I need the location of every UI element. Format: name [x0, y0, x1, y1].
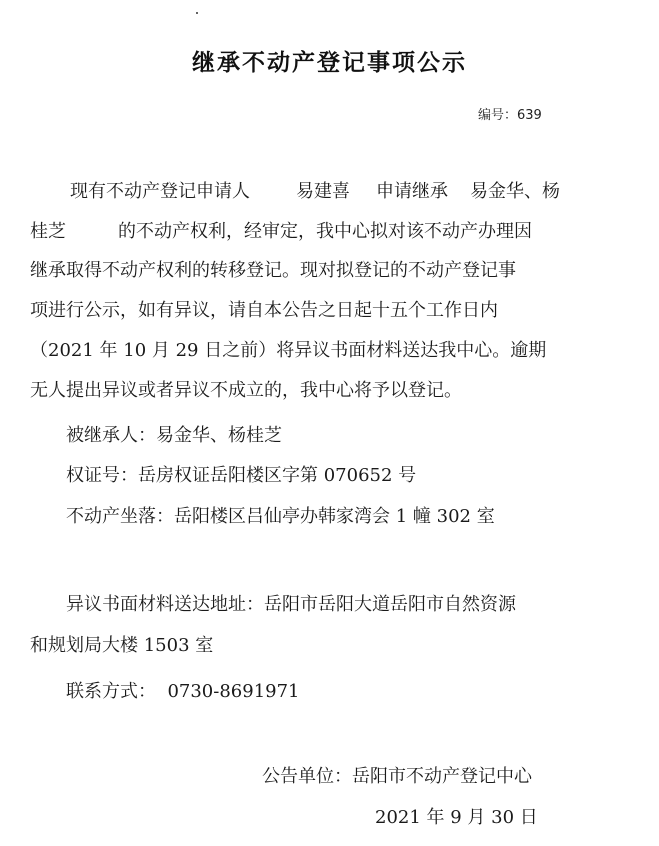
body-line-3: 继承取得不动产权利的转移登记。现对拟登记的不动产登记事 — [30, 260, 516, 281]
objection-address-line-2: 和规划局大楼 1503 室 — [30, 635, 214, 656]
body-line-1 — [70, 180, 560, 204]
serial-value: 639 — [517, 108, 542, 123]
body-apply-inherit: 申请继承 — [376, 181, 448, 202]
body-line-4: 项进行公示，如有异议，请自本公告之日起十五个工作日内 — [30, 300, 498, 321]
decedent-line: 被继承人：易金华、杨桂芝 — [66, 425, 282, 446]
issuing-unit: 公告单位：岳阳市不动产登记中心 — [262, 766, 532, 787]
body-line-2 — [30, 220, 532, 244]
serial-label: 编号： — [478, 108, 518, 123]
decedent-names-start: 易金华、杨 — [470, 181, 560, 202]
serial-number — [478, 104, 542, 123]
scan-speck — [196, 12, 198, 14]
decedent-names-end: 桂芝 — [30, 221, 66, 242]
body-line-6: 无人提出异议或者异议不成立的，我中心将予以登记。 — [30, 380, 462, 401]
certificate-line: 权证号：岳房权证岳阳楼区字第 070652 号 — [66, 465, 417, 486]
applicant-name: 易建喜 — [296, 181, 350, 202]
body-line-2-rest: 的不动产权利，经审定，我中心拟对该不动产办理因 — [118, 221, 532, 242]
body-line-5: （2021 年 10 月 29 日之前）将异议书面材料送达我中心。逾期 — [30, 340, 547, 361]
property-location-line: 不动产坐落：岳阳楼区吕仙亭办韩家湾会 1 幢 302 室 — [66, 506, 495, 527]
contact-line: 联系方式： 0730-8691971 — [66, 681, 300, 702]
issue-date: 2021 年 9 月 30 日 — [375, 807, 538, 828]
objection-address-line-1: 异议书面材料送达地址：岳阳市岳阳大道岳阳市自然资源 — [66, 594, 516, 615]
body-intro: 现有不动产登记申请人 — [70, 181, 250, 202]
notice-title: 继承不动产登记事项公示 — [192, 50, 467, 76]
